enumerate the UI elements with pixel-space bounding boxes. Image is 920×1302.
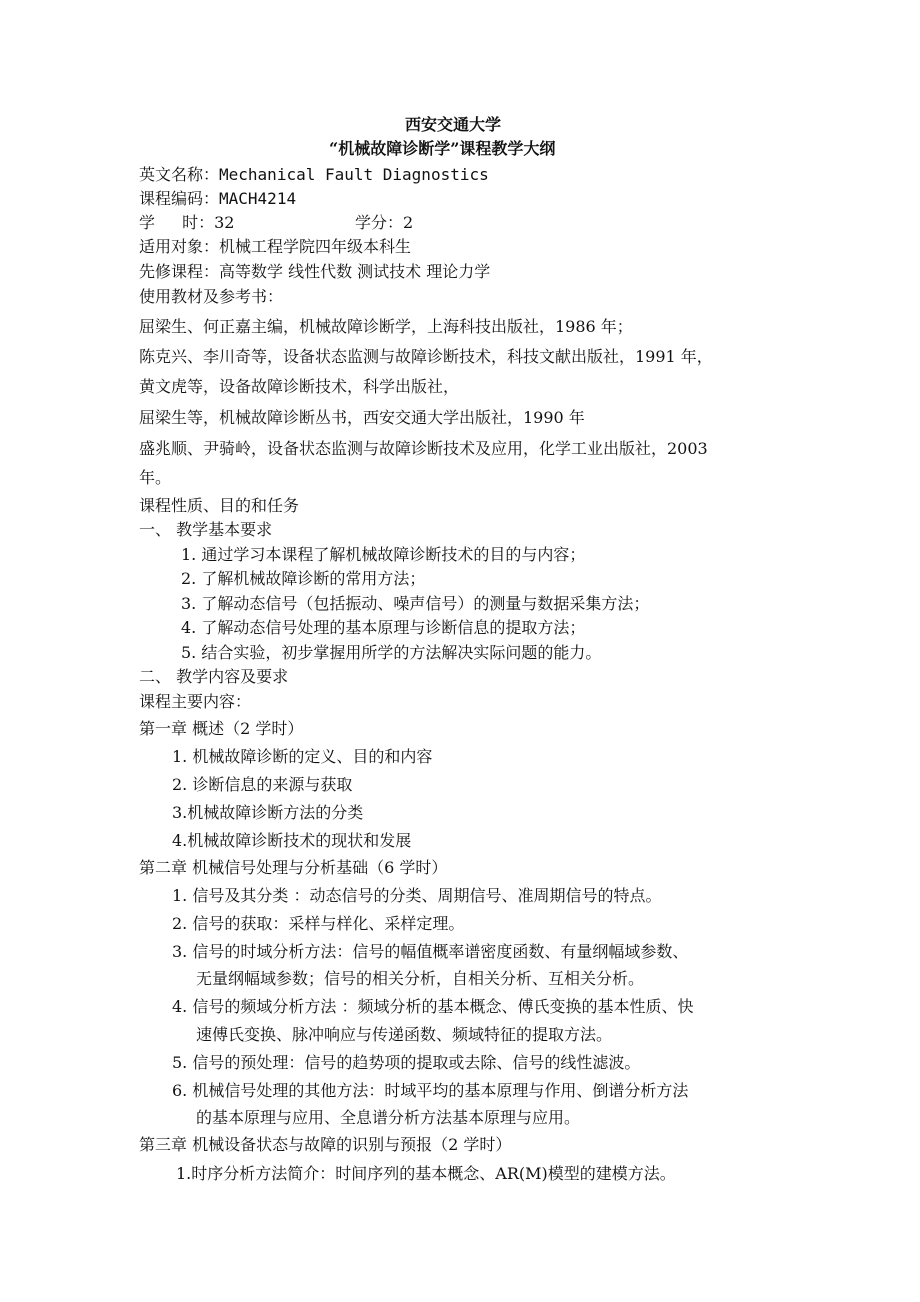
credits-value: 2 — [403, 213, 414, 232]
chapter-item: 4. 信号的频域分析方法 ：频域分析的基本概念、傅氏变换的基本性质、快 — [172, 997, 694, 1016]
requirement-item: 5. 结合实验，初步掌握用所学的方法解决实际问题的能力。 — [181, 643, 602, 662]
chapter-title: 第一章 概述（2 学时） — [139, 719, 304, 738]
chapter-item: 3.机械故障诊断方法的分类 — [172, 803, 364, 822]
chapter-title: 第三章 机械设备状态与故障的识别与预报（2 学时） — [139, 1135, 512, 1154]
chapter-item: 3. 信号的时域分析方法：信号的幅值概率谱密度函数、有量纲幅域参数、 — [172, 942, 689, 961]
reference-item: 黄文虎等，设备故障诊断技术，科学出版社， — [139, 377, 460, 396]
chapter-item: 1. 信号及其分类 ：动态信号的分类、周期信号、准周期信号的特点。 — [172, 886, 662, 905]
chapter-item: 1. 机械故障诊断的定义、目的和内容 — [172, 747, 433, 766]
chapter-item: 6. 机械信号处理的其他方法：时域平均的基本原理与作用、倒谱分析方法 — [172, 1081, 689, 1100]
credits-row — [355, 212, 413, 234]
chapter-item-continued: 的基本原理与应用、全息谱分析方法基本原理与应用。 — [196, 1108, 581, 1127]
chapter-item: 2. 信号的获取：采样与样化、采样定理。 — [172, 914, 465, 933]
course-code-label: 课程编码： — [139, 189, 220, 208]
requirement-item: 1. 通过学习本课程了解机械故障诊断技术的目的与内容； — [181, 545, 586, 564]
course-title: “机械故障诊断学”课程教学大纲 — [329, 139, 556, 158]
chapter-item-continued: 速傅氏变换、脉冲响应与传递函数、频域特征的提取方法。 — [196, 1025, 613, 1044]
university-title: 西安交通大学 — [405, 115, 502, 134]
chapter-item: 1.时序分析方法简介：时间序列的基本概念、AR(M)模型的建模方法。 — [176, 1164, 676, 1183]
chapter-item: 4.机械故障诊断技术的现状和发展 — [172, 831, 412, 850]
hours-label: 学 时： — [139, 213, 215, 232]
chapter-title: 第二章 机械信号处理与分析基础（6 学时） — [139, 858, 448, 877]
hours-value: 32 — [214, 213, 235, 232]
main-content-label: 课程主要内容： — [139, 692, 252, 711]
english-name-row — [139, 164, 489, 186]
reference-item: 年。 — [139, 468, 172, 487]
nature-heading: 课程性质、目的和任务 — [139, 496, 300, 515]
english-name-value: Mechanical Fault Diagnostics — [219, 165, 489, 184]
chapter-item-continued: 无量纲幅域参数；信号的相关分析，自相关分析、互相关分析。 — [196, 969, 645, 988]
chapter-item: 2. 诊断信息的来源与获取 — [172, 775, 353, 794]
audience-row: 适用对象：机械工程学院四年级本科生 — [139, 237, 412, 256]
requirement-item: 3. 了解动态信号（包括振动、噪声信号）的测量与数据采集方法； — [181, 594, 650, 613]
english-name-label: 英文名称： — [139, 165, 220, 184]
requirement-item: 2. 了解机械故障诊断的常用方法； — [181, 569, 426, 588]
reference-item: 屈梁生等，机械故障诊断丛书，西安交通大学出版社，1990 年 — [139, 408, 585, 427]
credits-label: 学分： — [355, 213, 404, 232]
textbooks-label: 使用教材及参考书： — [139, 287, 284, 306]
reference-item: 盛兆顺、尹骑岭，设备状态监测与故障诊断技术及应用，化学工业出版社，2003 — [139, 439, 708, 458]
prerequisites-row: 先修课程：高等数学 线性代数 测试技术 理论力学 — [139, 262, 491, 281]
chapter-item: 5. 信号的预处理：信号的趋势项的提取或去除、信号的线性滤波。 — [172, 1053, 641, 1072]
reference-item: 屈梁生、何正嘉主编，机械故障诊断学，上海科技出版社，1986 年； — [139, 317, 633, 336]
hours-row — [139, 212, 234, 234]
course-code-value: MACH4214 — [219, 189, 297, 208]
requirement-item: 4. 了解动态信号处理的基本原理与诊断信息的提取方法； — [181, 618, 586, 637]
section-heading: 一、 教学基本要求 — [139, 520, 273, 539]
section-heading: 二、 教学内容及要求 — [139, 667, 289, 686]
course-code-row — [139, 188, 296, 210]
reference-item: 陈克兴、李川奇等，设备状态监测与故障诊断技术，科技文献出版社，1991 年， — [139, 347, 713, 366]
